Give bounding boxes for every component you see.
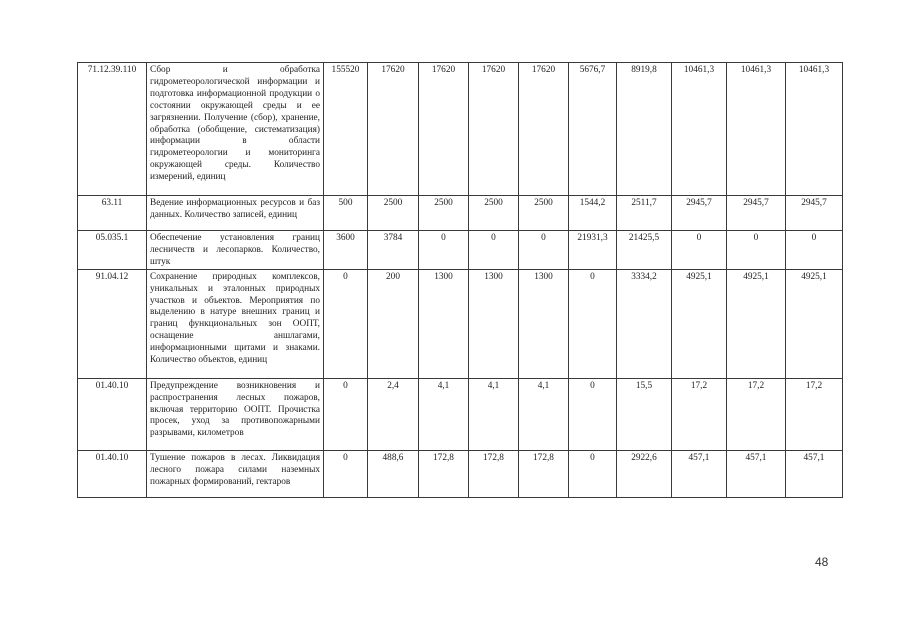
row-value: 17620 (469, 63, 519, 196)
row-code: 05.035.1 (78, 231, 147, 270)
row-value: 4,1 (519, 378, 569, 450)
table-body (78, 63, 843, 498)
table-row (78, 196, 843, 231)
row-code: 01.40.10 (78, 450, 147, 497)
row-value: 15,5 (617, 378, 672, 450)
row-value: 8919,8 (617, 63, 672, 196)
row-value: 2500 (419, 196, 469, 231)
row-value: 3784 (368, 231, 419, 270)
row-value: 4925,1 (672, 269, 727, 378)
row-code: 63.11 (78, 196, 147, 231)
row-value: 457,1 (727, 450, 786, 497)
row-value: 2500 (469, 196, 519, 231)
table-row (78, 450, 843, 497)
row-value: 172,8 (469, 450, 519, 497)
row-value: 0 (324, 269, 368, 378)
row-value: 500 (324, 196, 368, 231)
table-row (78, 378, 843, 450)
row-value: 0 (569, 269, 617, 378)
row-value: 2945,7 (727, 196, 786, 231)
row-value: 4925,1 (727, 269, 786, 378)
row-value: 1300 (469, 269, 519, 378)
row-value: 10461,3 (672, 63, 727, 196)
table-row (78, 231, 843, 270)
table-row (78, 63, 843, 196)
row-value: 0 (569, 378, 617, 450)
row-value: 0 (569, 450, 617, 497)
page-number: 48 (815, 555, 829, 569)
row-code: 01.40.10 (78, 378, 147, 450)
row-value: 155520 (324, 63, 368, 196)
row-value: 2500 (368, 196, 419, 231)
data-table (77, 62, 843, 498)
row-value: 0 (324, 450, 368, 497)
row-value: 17620 (419, 63, 469, 196)
row-value: 0 (672, 231, 727, 270)
row-code: 91.04.12 (78, 269, 147, 378)
row-description: Ведение информационных ресурсов и баз данных. Количество записей, единиц (147, 196, 324, 231)
row-value: 2945,7 (672, 196, 727, 231)
row-value: 5676,7 (569, 63, 617, 196)
row-description: Сохранение природных комплексов, уникальных и эталонных природных участков и объектов. Мероприятия по выделению в натуре внешних границ и границ функциональных зон ООПТ, оснащение аншлагами, информационными щитами и знаками. Количество объектов, единиц (147, 269, 324, 378)
row-value: 17,2 (672, 378, 727, 450)
row-value: 172,8 (519, 450, 569, 497)
row-code: 71.12.39.110 (78, 63, 147, 196)
row-value: 457,1 (786, 450, 843, 497)
row-value: 17,2 (727, 378, 786, 450)
row-value: 3334,2 (617, 269, 672, 378)
row-value: 1544,2 (569, 196, 617, 231)
row-value: 0 (324, 378, 368, 450)
row-value: 0 (419, 231, 469, 270)
row-value: 2922,6 (617, 450, 672, 497)
row-value: 21425,5 (617, 231, 672, 270)
row-value: 3600 (324, 231, 368, 270)
row-value: 10461,3 (727, 63, 786, 196)
row-value: 200 (368, 269, 419, 378)
row-value: 457,1 (672, 450, 727, 497)
row-value: 4,1 (469, 378, 519, 450)
row-value: 4,1 (419, 378, 469, 450)
row-value: 0 (786, 231, 843, 270)
row-value: 21931,3 (569, 231, 617, 270)
row-description: Тушение пожаров в лесах. Ликвидация лесного пожара силами наземных пожарных формирований, гектаров (147, 450, 324, 497)
row-value: 17620 (519, 63, 569, 196)
row-value: 10461,3 (786, 63, 843, 196)
row-value: 1300 (519, 269, 569, 378)
row-value: 172,8 (419, 450, 469, 497)
row-value: 2945,7 (786, 196, 843, 231)
row-value: 17620 (368, 63, 419, 196)
row-value: 2500 (519, 196, 569, 231)
row-value: 488,6 (368, 450, 419, 497)
row-value: 0 (519, 231, 569, 270)
row-value: 4925,1 (786, 269, 843, 378)
row-value: 1300 (419, 269, 469, 378)
row-value: 17,2 (786, 378, 843, 450)
row-value: 0 (727, 231, 786, 270)
row-value: 2,4 (368, 378, 419, 450)
row-description: Предупреждение возникновения и распространения лесных пожаров, включая территорию ООПТ. Прочистка просек, уход за противопожарными разрывами, километров (147, 378, 324, 450)
table-row (78, 269, 843, 378)
row-value: 2511,7 (617, 196, 672, 231)
row-value: 0 (469, 231, 519, 270)
row-description: Сбор и обработка гидрометеорологической информации и подготовка информационной продукции о состоянии окружающей среды и ее загрязнении. Получение (сбор), хранение, обработка (обобщение, систематизация) информации в области гидрометеорологии и мониторинга окружающей среды. Количество измерений, единиц (147, 63, 324, 196)
row-description: Обеспечение установления границ лесничеств и лесопарков. Количество, штук (147, 231, 324, 270)
